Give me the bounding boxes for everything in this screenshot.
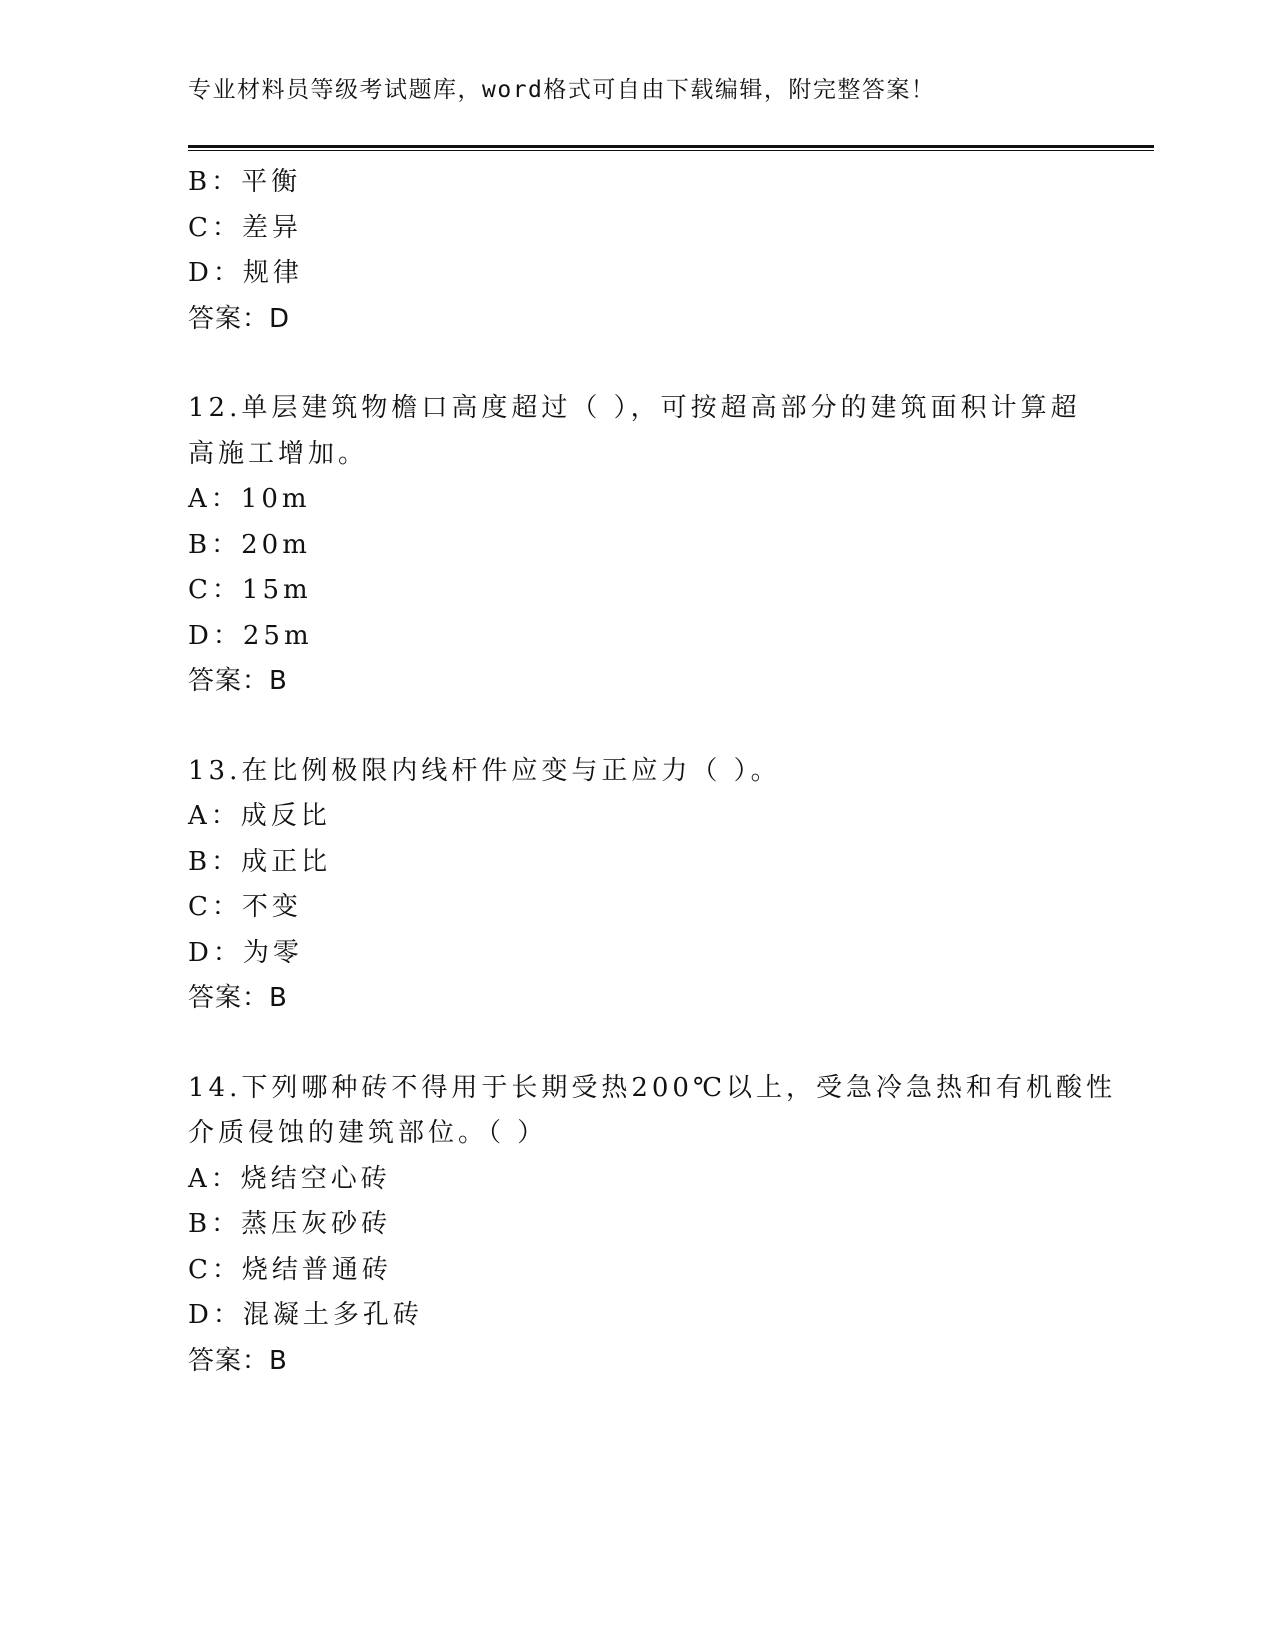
question-stem: 12.单层建筑物檐口高度超过（ ），可按超高部分的建筑面积计算超 xyxy=(188,393,1081,423)
option-a: A：烧结空心砖 xyxy=(188,1163,391,1194)
option-c: C：15m xyxy=(188,575,312,605)
option-key: B xyxy=(188,529,212,560)
option-text: 混凝土多孔砖 xyxy=(242,1300,423,1330)
question-stem: 14.下列哪种砖不得用于长期受热200℃以上，受急冷急热和有机酸性 xyxy=(188,1072,1117,1103)
answer-value: B xyxy=(269,1345,288,1376)
option-a: A：10m xyxy=(188,484,311,514)
option-text: 烧结空心砖 xyxy=(240,1163,391,1194)
option-text: 不变 xyxy=(241,892,302,922)
option-d: D：混凝土多孔砖 xyxy=(188,1300,423,1330)
option-key: C xyxy=(188,892,212,922)
answer-label: 答案： xyxy=(188,983,270,1013)
option-text: 为零 xyxy=(242,937,303,968)
option-b: B：蒸压灰砂砖 xyxy=(188,1209,392,1239)
option-b: B：20m xyxy=(188,529,311,560)
page-header: 专业材料员等级考试题库，word格式可自由下载编辑，附完整答案！ xyxy=(188,77,936,103)
option-text: 10m xyxy=(240,484,311,514)
option-text: 20m xyxy=(241,529,311,560)
option-key: A xyxy=(188,484,211,514)
option-key: B xyxy=(188,167,212,197)
option-a: A：成反比 xyxy=(188,801,331,831)
option-text: 差异 xyxy=(241,212,302,243)
option-c: C：烧结普通砖 xyxy=(188,1254,392,1285)
answer-value: D xyxy=(269,303,291,334)
question-spacer xyxy=(188,705,1088,749)
answer-line xyxy=(188,297,1088,343)
question-stem: 高施工增加。 xyxy=(188,438,369,469)
option-b: B：成正比 xyxy=(188,846,332,877)
header-divider-thick xyxy=(188,145,1154,148)
option-key: C xyxy=(188,1254,212,1285)
option-text: 平衡 xyxy=(241,167,302,197)
question-stem: 13.在比例极限内线杆件应变与正应力（ ）。 xyxy=(188,755,781,786)
option-key: C xyxy=(188,575,212,605)
question-12 xyxy=(188,386,1088,705)
option-key: D xyxy=(188,258,213,288)
option-text: 成反比 xyxy=(240,801,331,831)
option-key: D xyxy=(188,620,213,651)
answer-label: 答案： xyxy=(188,1345,270,1376)
question-11 xyxy=(188,160,1088,342)
option-d: D：25m xyxy=(188,620,313,651)
option-text: 烧结普通砖 xyxy=(241,1254,392,1285)
option-text: 成正比 xyxy=(241,846,332,877)
answer-line xyxy=(188,659,1088,705)
question-list xyxy=(188,160,1117,1384)
option-key: D xyxy=(188,937,213,968)
answer-label: 答案： xyxy=(188,303,270,334)
question-stem: 介质侵蚀的建筑部位。（ ） xyxy=(188,1118,548,1148)
option-key: A xyxy=(188,801,211,831)
question-14 xyxy=(188,1066,1117,1385)
option-c: C：不变 xyxy=(188,892,302,922)
header-divider-thin xyxy=(188,150,1154,151)
option-text: 15m xyxy=(241,575,312,605)
answer-value: B xyxy=(269,983,288,1013)
option-text: 25m xyxy=(242,620,313,651)
option-key: D xyxy=(188,1300,213,1330)
option-text: 规律 xyxy=(242,258,303,288)
option-d: D：为零 xyxy=(188,937,303,968)
option-key: C xyxy=(188,212,212,243)
question-spacer xyxy=(188,1022,1088,1066)
answer-line xyxy=(188,1339,1088,1385)
option-text: 蒸压灰砂砖 xyxy=(241,1209,392,1239)
answer-label: 答案： xyxy=(188,666,270,696)
answer-value: B xyxy=(269,666,288,696)
option-key: B xyxy=(188,846,212,877)
answer-line xyxy=(188,976,1088,1022)
option-c: C：差异 xyxy=(188,212,302,243)
option-b: B：平衡 xyxy=(188,167,302,197)
question-spacer xyxy=(188,342,1088,386)
option-key: B xyxy=(188,1209,212,1239)
option-key: A xyxy=(188,1163,211,1194)
option-d: D：规律 xyxy=(188,258,303,288)
question-13 xyxy=(188,749,1088,1022)
